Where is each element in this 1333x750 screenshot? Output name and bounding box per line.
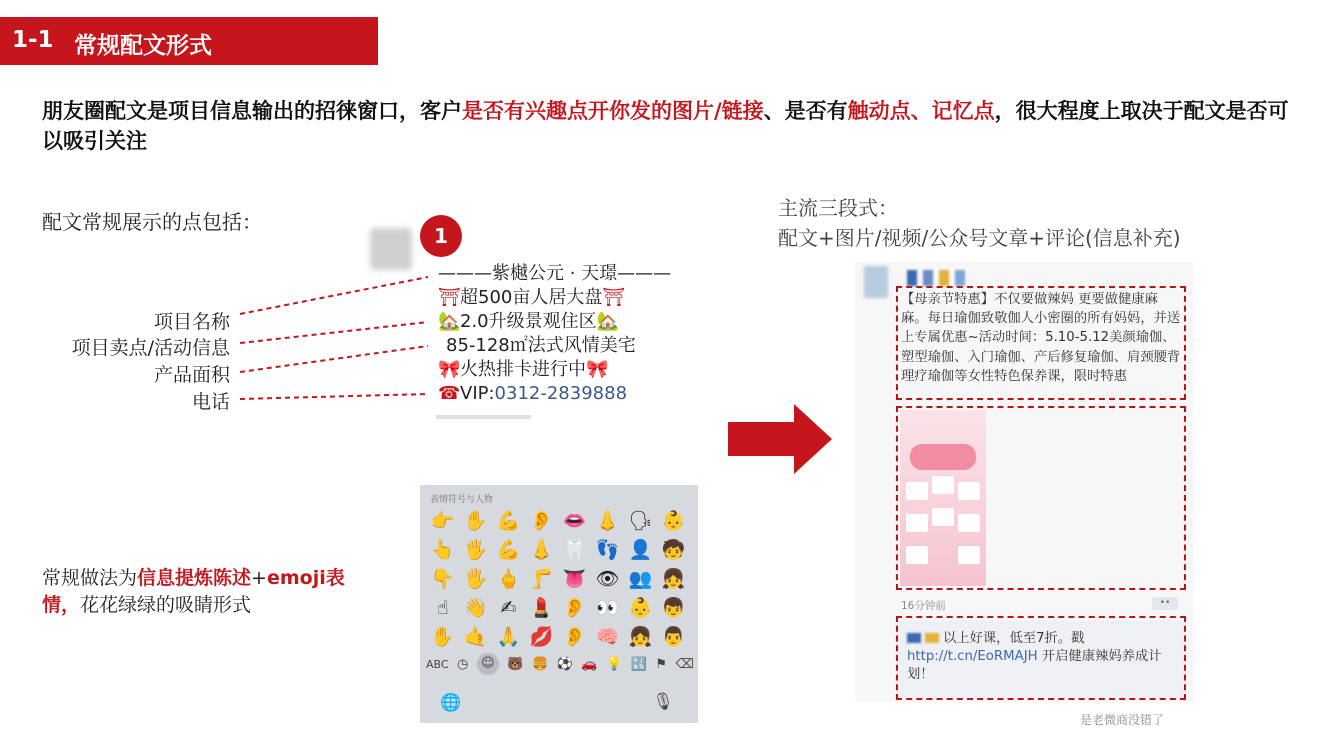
wechat-post-text: 【母亲节特惠】不仅要做辣妈 更要做健康麻麻。每日瑜伽致敬伽人小密圈的所有妈妈，并送上专属优惠~活动时间：5.10-5.12美颜瑜伽、塑型瑜伽、入门瑜伽、产后修复瑜伽、肩颈腰背理疗瑜伽等女性特色保养课，限时特惠 (901, 292, 1181, 384)
method-highlight-2: emoji表情 (42, 567, 345, 616)
emoji-key[interactable]: 💪 (496, 510, 521, 532)
intro-text-2: 、是否有 (763, 99, 848, 123)
emoji-key[interactable]: 👶 (628, 597, 653, 619)
emoji-key[interactable]: 👦 (661, 597, 686, 619)
leader-line-phone (240, 394, 428, 399)
emoji-key[interactable]: 👤 (628, 539, 653, 561)
emoji-key[interactable]: 👅 (562, 568, 587, 590)
highlight-box-comment (896, 616, 1186, 700)
emoji-key[interactable]: 🖐 (463, 568, 488, 590)
emoji-key[interactable]: 👆 (430, 539, 455, 561)
emoji-key[interactable]: 🗣 (628, 510, 653, 532)
keyboard-bottom-bar (420, 685, 698, 723)
emoji-key[interactable]: 👃 (529, 539, 554, 561)
post-line-2-text: 超500亩人居大盘 (460, 287, 603, 308)
emoji-key[interactable]: 🧠 (595, 626, 620, 648)
smiley-icon[interactable]: ☺ (477, 653, 499, 675)
leader-line-selling (240, 322, 428, 343)
abc-key[interactable]: ABC (426, 657, 449, 671)
emoji-key[interactable]: 💋 (529, 626, 554, 648)
method-highlight-1: 信息提炼陈述 (137, 567, 252, 589)
post-timestamp: 16分钟前 (901, 600, 946, 612)
intro-text-1: 朋友圈配文是项目信息输出的招徕窗口，客户 (42, 99, 462, 123)
leader-line-area (240, 346, 428, 372)
telephone-icon: ☎ (438, 383, 461, 404)
label-phone: 电话 (191, 391, 230, 413)
right-heading-line2: 配文+图片/视频/公众号文章+评论(信息补充) (778, 226, 1181, 250)
emoji-key[interactable]: 💪 (496, 539, 521, 561)
emoji-key[interactable]: 👋 (463, 597, 488, 619)
method-comma: ， (61, 594, 81, 616)
emoji-key[interactable]: 👧 (661, 568, 686, 590)
emoji-category-header: 表情符号与人物 (430, 495, 494, 505)
emoji-key[interactable]: 👧 (628, 626, 653, 648)
vip-label: VIP: (460, 383, 495, 404)
emoji-key[interactable]: 🦵 (529, 568, 554, 590)
emoji-keyboard (420, 485, 698, 723)
method-text-1: 常规做法为 (42, 567, 138, 589)
emoji-key[interactable]: 🧒 (661, 539, 686, 561)
number-badge: 1 (420, 215, 462, 257)
wechat-avatar (864, 266, 888, 298)
torii-icon: ⛩ (438, 287, 461, 308)
emoji-key[interactable]: 👣 (595, 539, 620, 561)
emoji-grid (426, 507, 690, 652)
emoji-key[interactable]: ✋ (430, 626, 455, 648)
right-heading-line1: 主流三段式： (778, 196, 898, 220)
microphone-icon[interactable]: 🎙 (652, 692, 674, 712)
credit-text: 是老微商没错了 (1080, 713, 1165, 727)
emoji-key[interactable]: 👂 (562, 626, 587, 648)
intro-text-3: ，很大程度上取决于配文是否可以吸引关注 (42, 99, 1289, 153)
post-line-3 (438, 310, 698, 334)
emoji-key[interactable]: ✍ (500, 597, 517, 619)
torii-icon: ⛩ (602, 287, 626, 308)
label-project-name: 项目名称 (153, 311, 230, 333)
backspace-icon[interactable]: ⌫ (675, 656, 694, 672)
label-selling-points: 项目卖点/活动信息 (71, 337, 230, 359)
animal-icon[interactable]: 🐻 (507, 656, 524, 672)
sample-post (438, 262, 698, 406)
emoji-key[interactable]: 👂 (562, 597, 587, 619)
car-icon[interactable]: 🚗 (581, 656, 598, 672)
right-arrow-icon (728, 404, 832, 474)
emoji-key[interactable]: 👶 (661, 510, 686, 532)
emoji-key[interactable]: 🖕 (496, 568, 521, 590)
blurred-avatar (370, 228, 412, 270)
vip-number: 0312-2839888 (494, 383, 628, 404)
emoji-key[interactable]: 👄 (562, 510, 587, 532)
leader-line-name (240, 277, 428, 314)
post-line-5-text: 火热排卡进行中 (460, 359, 586, 380)
post-line-2 (438, 286, 698, 310)
emoji-key[interactable]: 👉 (430, 510, 455, 532)
emoji-key[interactable]: ☝ (436, 597, 449, 619)
emoji-key[interactable]: 👂 (529, 510, 554, 532)
ball-icon[interactable]: ⚽ (556, 656, 573, 672)
food-icon[interactable]: 🍔 (532, 656, 549, 672)
intro-highlight-2: 触动点、记忆点 (847, 99, 995, 123)
post-line-phone (438, 382, 698, 406)
wechat-nickname-blurred (905, 266, 970, 288)
emoji-key[interactable]: 👥 (628, 568, 653, 590)
symbols-icon[interactable]: 🔣 (630, 656, 647, 672)
label-product-area: 产品面积 (153, 364, 230, 386)
method-text-2: + (251, 567, 267, 589)
section-number: 1-1 (12, 27, 54, 53)
emoji-key[interactable]: 👇 (430, 568, 455, 590)
bow-icon: 🎀 (586, 359, 609, 380)
globe-icon[interactable]: 🌐 (440, 693, 462, 713)
flag-icon[interactable]: ⚑ (655, 656, 668, 672)
bulb-icon[interactable]: 💡 (606, 656, 623, 672)
post-line-title: ———紫樾公元 · 天璟——— (438, 263, 672, 284)
recent-icon[interactable]: ◷ (457, 656, 469, 672)
comment-tail: 开启健康辣妈养成计划！ (907, 649, 1162, 682)
emoji-key[interactable]: 💄 (529, 597, 554, 619)
emoji-key[interactable]: 👁 (595, 568, 620, 590)
comment-link[interactable]: http://t.cn/EoRMAJH (907, 649, 1038, 664)
house-tree-icon: 🏡 (596, 311, 620, 332)
emoji-key[interactable]: 👀 (595, 597, 620, 619)
emoji-key[interactable]: 👨 (661, 626, 686, 648)
highlight-box-text (896, 286, 1186, 400)
bow-icon: 🎀 (438, 359, 461, 380)
post-line-5 (438, 358, 698, 382)
left-heading: 配文常规展示的点包括： (42, 210, 262, 234)
emoji-key[interactable]: 🙏 (496, 626, 521, 648)
post-divider (436, 415, 531, 419)
emoji-key[interactable]: ✋ (463, 510, 488, 532)
emoji-key[interactable]: 👃 (595, 510, 620, 532)
section-title: 常规配文形式 (74, 33, 212, 59)
emoji-key[interactable]: 🤙 (463, 626, 488, 648)
comment-body: 以上好课，低至7折。戳 (943, 631, 1085, 646)
post-line-3-text: 2.0升级景观住区 (460, 311, 597, 332)
house-tree-icon: 🏡 (438, 311, 461, 332)
emoji-key[interactable]: 🦷 (562, 539, 587, 561)
method-text (42, 565, 382, 619)
emoji-key[interactable]: 🖐 (463, 539, 488, 561)
more-actions-button[interactable]: •• (1152, 597, 1178, 610)
intro-highlight-1: 是否有兴趣点开你发的图片/链接 (462, 99, 764, 123)
method-text-3: 花花绿绿的吸睛形式 (80, 594, 252, 616)
emoji-category-bar (426, 653, 694, 675)
highlight-box-image (896, 406, 1186, 590)
post-line-4: 85-128㎡法式风情美宅 (446, 335, 636, 356)
